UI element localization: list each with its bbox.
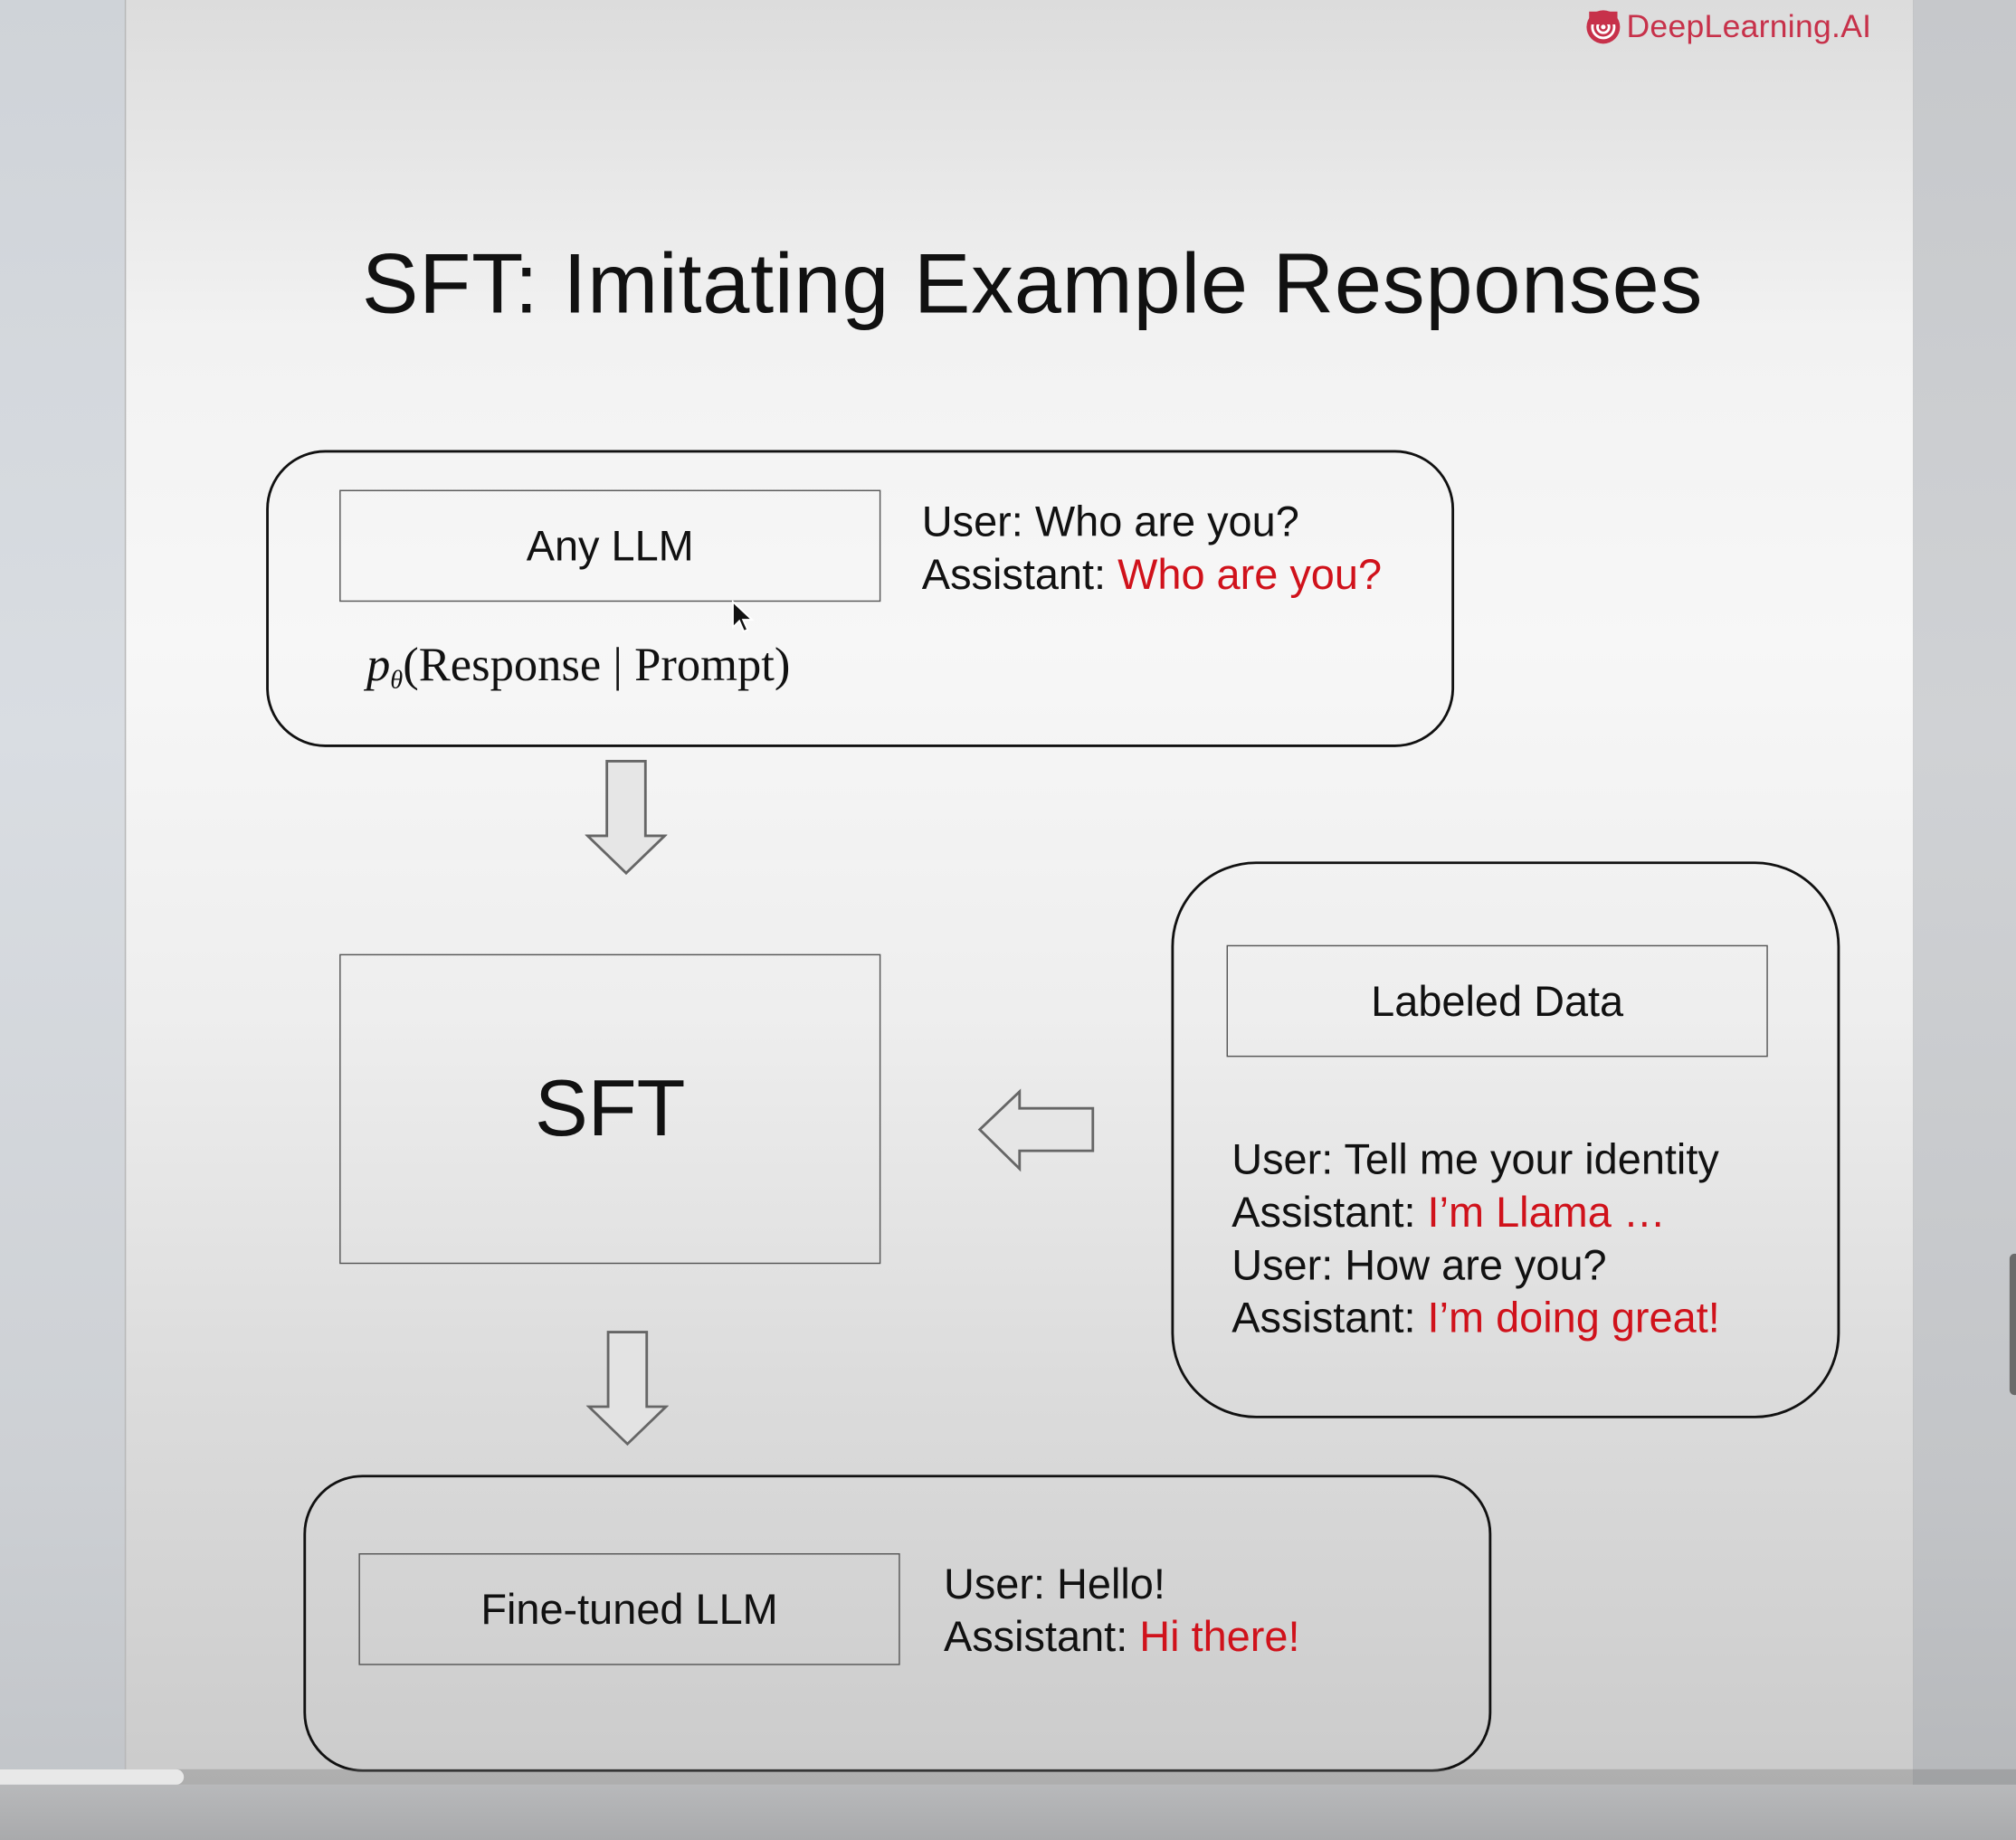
chat-line xyxy=(1231,1186,1720,1238)
left-arrow-icon xyxy=(975,1087,1098,1172)
chat-line xyxy=(922,495,1382,547)
chat-text-highlight: Hi there! xyxy=(1139,1612,1300,1661)
chat-text-highlight: I’m doing great! xyxy=(1427,1293,1720,1342)
labeled-data-label: Labeled Data xyxy=(1371,976,1624,1025)
formula-separator: | xyxy=(613,639,623,692)
chat-text: Tell me your identity xyxy=(1344,1135,1719,1183)
any-llm-label: Any LLM xyxy=(526,521,694,569)
formula-response: Response xyxy=(418,639,602,692)
chat-line xyxy=(944,1557,1300,1609)
down-arrow-icon xyxy=(585,759,668,877)
chat-text: How are you? xyxy=(1345,1240,1607,1289)
chat-text-highlight: I’m Llama … xyxy=(1427,1188,1666,1236)
slide-title: SFT: Imitating Example Responses xyxy=(361,235,1704,331)
sft-label: SFT xyxy=(535,1064,686,1153)
fine-tuned-llm-label: Fine-tuned LLM xyxy=(480,1584,778,1633)
formula-symbol: p xyxy=(366,639,391,692)
brand-name: DeepLearning.AI xyxy=(1626,8,1872,45)
fine-tuned-chat xyxy=(944,1557,1300,1663)
labeled-data-box xyxy=(1227,945,1768,1058)
side-scroll-handle[interactable] xyxy=(2010,1254,2016,1395)
right-margin xyxy=(1913,0,2016,1840)
chat-speaker: Assistant: xyxy=(1231,1293,1416,1342)
player-bottom-strip xyxy=(0,1785,2016,1840)
formula-prompt: Prompt xyxy=(634,639,775,692)
formula-open: ( xyxy=(403,639,419,692)
deeplearning-logo-icon xyxy=(1585,9,1621,45)
chat-speaker: User: xyxy=(1231,1135,1334,1183)
chat-speaker: Assistant: xyxy=(1231,1188,1416,1236)
left-margin xyxy=(0,0,125,1840)
labeled-data-chat xyxy=(1231,1133,1720,1343)
formula-close: ) xyxy=(774,639,791,692)
formula-subscript: θ xyxy=(390,666,404,695)
fine-tuned-llm-box xyxy=(358,1553,899,1665)
chat-speaker: User: xyxy=(921,498,1023,545)
chat-line xyxy=(1231,1238,1720,1291)
chat-speaker: Assistant: xyxy=(921,550,1107,598)
chat-line xyxy=(944,1610,1300,1663)
chat-text-highlight: Who are you? xyxy=(1117,550,1383,598)
chat-speaker: Assistant: xyxy=(943,1612,1128,1661)
any-llm-box xyxy=(339,490,880,602)
base-model-chat xyxy=(922,495,1382,601)
sft-box xyxy=(339,954,880,1265)
chat-text: Hello! xyxy=(1057,1560,1165,1608)
chat-speaker: User: xyxy=(1231,1240,1334,1289)
down-arrow-icon xyxy=(586,1330,669,1448)
video-progress-fill[interactable] xyxy=(0,1769,184,1785)
chat-speaker: User: xyxy=(943,1560,1045,1608)
brand-logo xyxy=(1585,5,1871,49)
chat-text: Who are you? xyxy=(1034,498,1299,545)
chat-line xyxy=(1231,1291,1720,1343)
chat-line xyxy=(1231,1133,1720,1185)
probability-formula xyxy=(366,638,790,696)
mouse-cursor-icon xyxy=(730,601,756,637)
chat-line xyxy=(922,548,1382,601)
video-progress-track[interactable] xyxy=(0,1769,2016,1785)
